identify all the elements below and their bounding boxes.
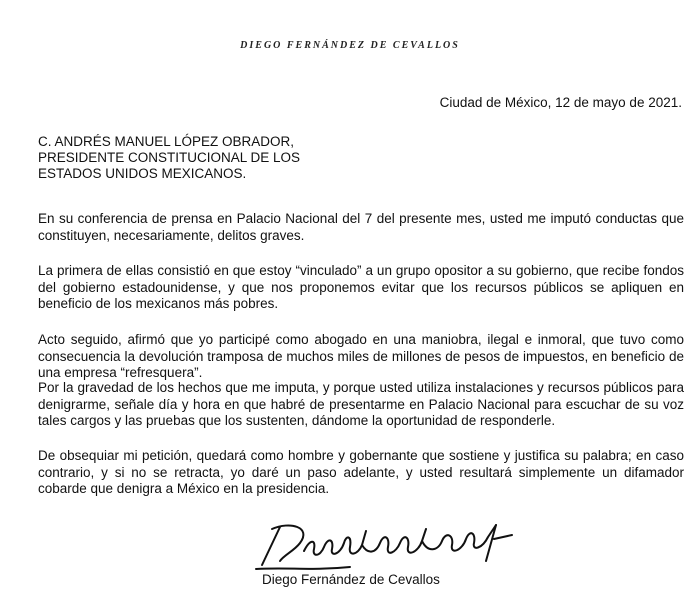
body-paragraph-3: Acto seguido, afirmó que yo participé como abogado en una maniobra, ilegal e inmoral, que tuvo como consecuencia la devolución tramposa de muchos miles de millones de pesos de impuestos, en beneficio de una empresa “refresquera”.: [38, 332, 684, 380]
signer-name: Diego Fernández de Cevallos: [262, 572, 440, 587]
recipient-block: [38, 134, 300, 182]
recipient-country: ESTADOS UNIDOS MEXICANOS.: [38, 166, 247, 181]
body-paragraph-5: De obsequiar mi petición, quedará como hombre y gobernante que sostiene y justifica su palabra; en caso contrario, y si no se retracta, yo daré un paso adelante, y usted resultará simplemente un difamador cobarde que denigra a México en la presidencia.: [38, 448, 684, 496]
body-paragraph-1: En su conferencia de prensa en Palacio Nacional del 7 del presente mes, usted me imputó conductas que constituyen, necesariamente, delitos graves.: [38, 211, 684, 243]
letterhead: DIEGO FERNÁNDEZ DE CEVALLOS: [240, 40, 460, 51]
recipient-title: PRESIDENTE CONSTITUCIONAL DE LOS: [38, 150, 301, 165]
body-paragraph-2: La primera de ellas consistió en que estoy “vinculado” a un grupo opositor a su gobierno, que recibe fondos del gobierno estadounidense, y que nos proponemos evitar que los recursos públicos se apliquen en beneficio de los mexicanos más pobres.: [38, 263, 684, 311]
handwritten-signature: [250, 517, 530, 577]
letter-date: Ciudad de México, 12 de mayo de 2021.: [439, 95, 682, 110]
recipient-name: C. ANDRÉS MANUEL LÓPEZ OBRADOR,: [38, 134, 295, 149]
body-paragraph-4: Por la gravedad de los hechos que me imputa, y porque usted utiliza instalaciones y recursos públicos para denigrarme, señale día y hora en que habré de presentarme en Palacio Nacional para escuchar de su voz tales cargos y las pruebas que los sustenten, dándome la oportunidad de responderle.: [38, 380, 684, 428]
